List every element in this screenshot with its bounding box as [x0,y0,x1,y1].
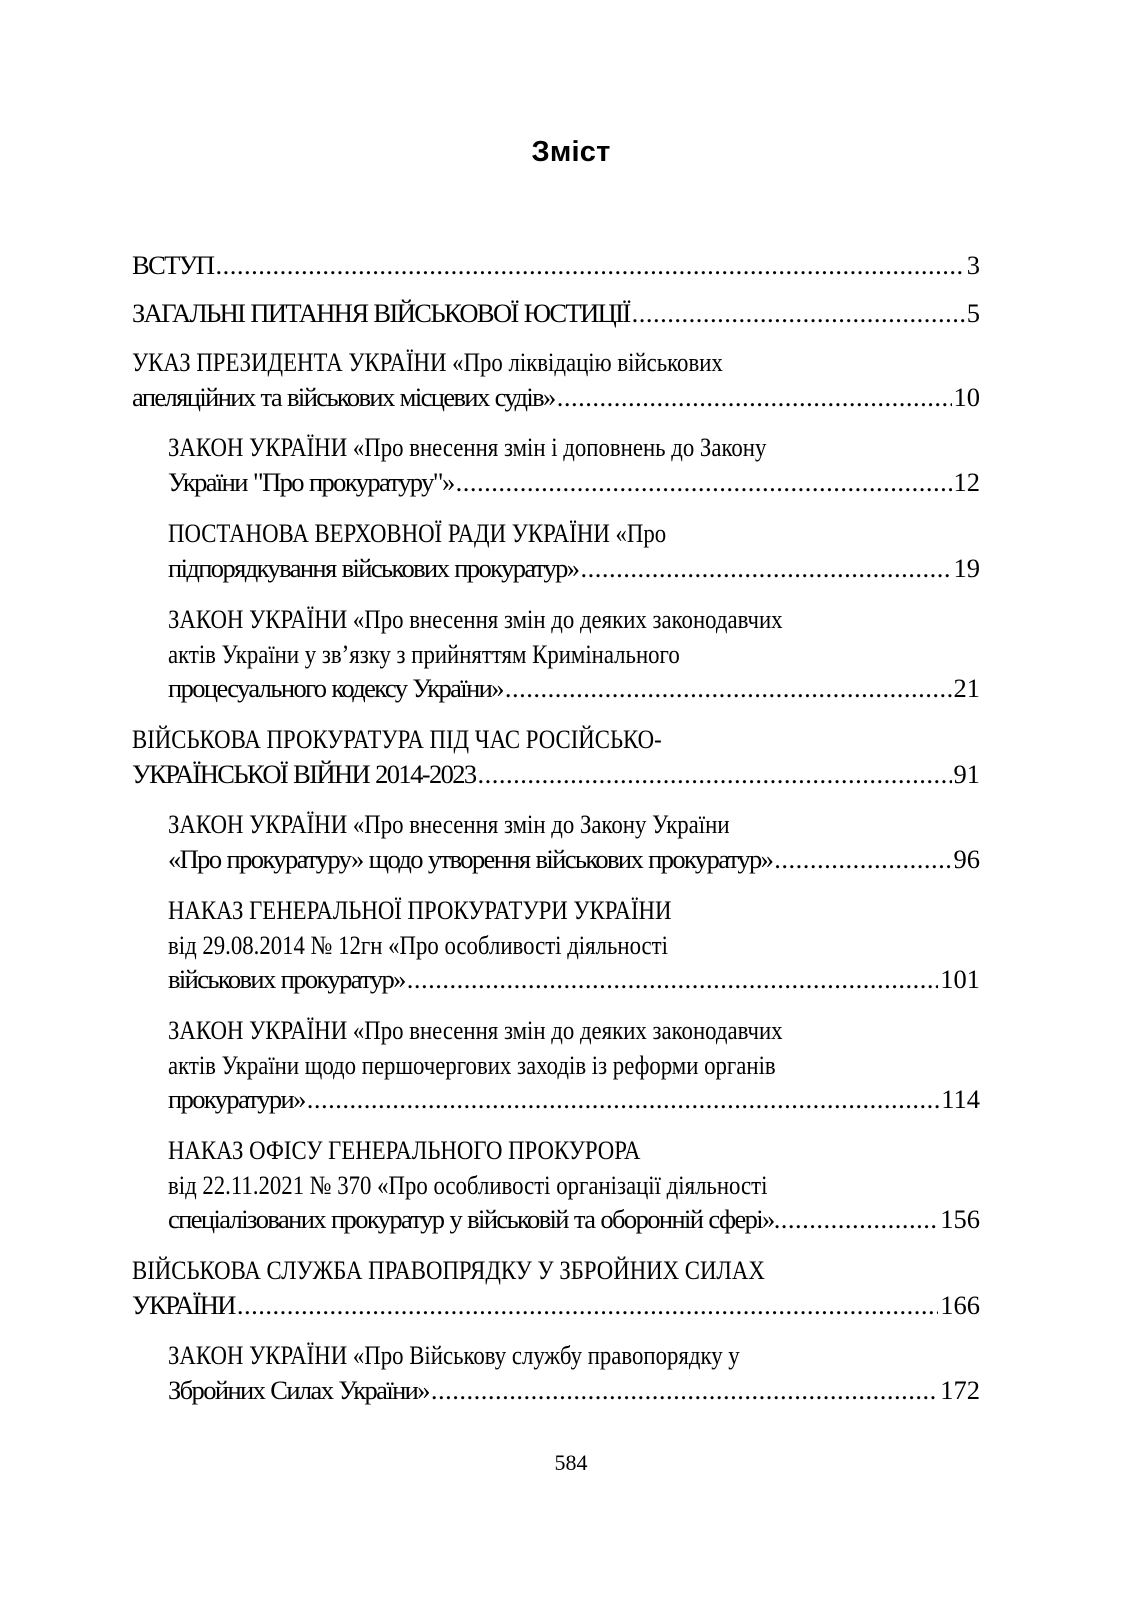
toc-entry-line [168,516,980,551]
toc-entry-line [168,928,980,963]
toc-entry[interactable] [168,807,980,876]
toc-entry-text-line: актів України щодо першочергових заходів із реформи органів [168,1049,776,1080]
toc-entry-text-line: Збройних Силах України» [168,1374,429,1405]
dot-leader [237,1288,938,1323]
toc-entry-leader-line [168,1082,980,1117]
toc-entry-leader-line [168,842,980,877]
dot-leader [505,671,952,706]
toc-entry-text-line: ВСТУП [132,250,214,280]
toc-entry-text-line: актів України у зв’язку з прийняттям Кримінального [168,638,680,669]
toc-entry-text-line: УКАЗ ПРЕЗИДЕНТА УКРАЇНИ «Про ліквідацію військових [132,347,723,377]
toc-entry-text-line: спеціалізованих прокуратур у військовій та оборонній сфері». [168,1204,779,1234]
dot-leader [478,757,952,792]
toc-entry[interactable] [168,1133,980,1237]
toc-entry[interactable] [168,602,980,706]
toc-entry-text-line: ЗАКОН УКРАЇНИ «Про внесення змін до деяких законодавчих [168,1015,783,1045]
toc-entry-text-line: України "Про прокуратуру"» [168,466,454,497]
toc-page-number: 156 [940,1204,980,1234]
toc-page-number: 3 [966,250,980,280]
toc-entry[interactable] [168,430,980,499]
toc-entry-text-line: військових прокуратур» [168,964,405,994]
toc-entry-text-line: від 29.08.2014 № 12гн «Про особливості діяльності [168,929,668,960]
dot-leader [774,842,951,877]
toc-page-number: 172 [940,1374,980,1405]
toc-page-number: 21 [953,673,980,703]
toc-entry[interactable] [132,296,980,331]
toc-entry-text-line: прокуратури» [168,1084,305,1114]
toc-page-number: 12 [953,466,980,497]
toc-entry-leader-line [168,1373,980,1408]
toc-entry-leader-line [132,380,980,415]
toc-entry-line [132,1253,980,1288]
toc-entry-line [168,1168,980,1203]
toc-entry-leader-line [132,248,980,283]
toc-entry[interactable] [168,516,980,585]
toc-page-number: 101 [940,964,980,994]
dot-leader [407,962,938,997]
toc-entry-text-line: ВІЙСЬКОВА СЛУЖБА ПРАВОПРЯДКУ У ЗБРОЙНИХ СИЛАХ [132,1255,765,1285]
toc-entry-text-line: підпорядкування військових прокуратур» [168,552,579,583]
toc-entry-line [168,807,980,842]
toc-entry-line [168,637,980,672]
toc-page-number: 166 [940,1289,980,1320]
toc-entry-leader-line [168,465,980,500]
toc-entry-text-line: НАКАЗ ОФІСУ ГЕНЕРАЛЬНОГО ПРОКУРОРА [168,1135,641,1165]
dot-leader [557,380,952,415]
toc-entry-line [132,722,980,757]
toc-entry[interactable] [132,248,980,283]
toc-entry-leader-line [168,551,980,586]
dot-leader [580,551,951,586]
toc-entry-text-line: ВІЙСЬКОВА ПРОКУРАТУРА ПІД ЧАС РОСІЙСЬКО- [132,724,662,754]
toc-entry-text-line: апеляційних та військових місцевих судів» [132,381,555,412]
toc-entry[interactable] [168,893,980,997]
toc-page-number: 91 [953,758,980,789]
toc-entry[interactable] [168,1338,980,1407]
toc-page-number: 19 [953,552,980,583]
toc-entry-text-line: ЗАКОН УКРАЇНИ «Про внесення змін і доповнень до Закону [168,432,767,462]
dot-leader [456,465,952,500]
toc-entry-text-line: ЗАКОН УКРАЇНИ «Про внесення змін до Закону України [168,809,730,839]
toc-entry-text-line: ЗАКОН УКРАЇНИ «Про внесення змін до деяких законодавчих [168,604,783,634]
toc-entry-leader-line [132,1288,980,1323]
toc-entry-leader-line [168,671,980,706]
toc-entry-text-line: ЗАКОН УКРАЇНИ «Про Військову службу правопорядку у [168,1340,740,1370]
toc-entry-line [168,1048,980,1083]
dot-leader [215,248,964,283]
toc-entry-text-line: «Про прокуратуру» щодо утворення військових прокуратур» [168,843,773,874]
toc-entry-text-line: від 22.11.2021 № 370 «Про особливості організації діяльності [168,1169,768,1200]
toc-page-number: 96 [953,843,980,874]
toc-entry-line [168,430,980,465]
page-number: 584 [554,1450,588,1475]
toc-entry-line [168,1338,980,1373]
toc-entry[interactable] [132,1253,980,1322]
toc-entry-leader-line [132,757,980,792]
toc-entry[interactable] [168,1013,980,1117]
toc-page-number: 10 [953,381,980,412]
toc-entry-text-line: процесуального кодексу України» [168,673,503,703]
toc-entry-line [168,1133,980,1168]
toc-entry-text-line: НАКАЗ ГЕНЕРАЛЬНОЇ ПРОКУРАТУРИ УКРАЇНИ [168,895,672,925]
toc-entry-line [168,602,980,637]
toc-entry-text-line: ПОСТАНОВА ВЕРХОВНОЇ РАДИ УКРАЇНИ «Про [168,518,667,548]
toc-entry-text-line: УКРАЇНСЬКОЇ ВІЙНИ 2014-2023 [132,758,476,789]
toc-entry-leader-line [168,962,980,997]
dot-leader [307,1082,939,1117]
toc-page-number: 5 [966,298,980,328]
dot-leader [781,1202,939,1237]
toc-entry-text-line: УКРАЇНИ [132,1289,235,1320]
toc-entry-leader-line [168,1202,980,1237]
toc-entry-line [168,893,980,928]
toc-entry-text-line: ЗАГАЛЬНІ ПИТАННЯ ВІЙСЬКОВОЇ ЮСТИЦІЇ [132,298,630,328]
dot-leader [632,296,965,331]
toc-entry-line [168,1013,980,1048]
dot-leader [431,1373,938,1408]
toc-entry-line [132,345,980,380]
toc-entry-leader-line [132,296,980,331]
page-title: Зміст [531,136,611,168]
toc-page-number: 114 [941,1084,980,1114]
toc-entry[interactable] [132,345,980,414]
toc-entry[interactable] [132,722,980,791]
